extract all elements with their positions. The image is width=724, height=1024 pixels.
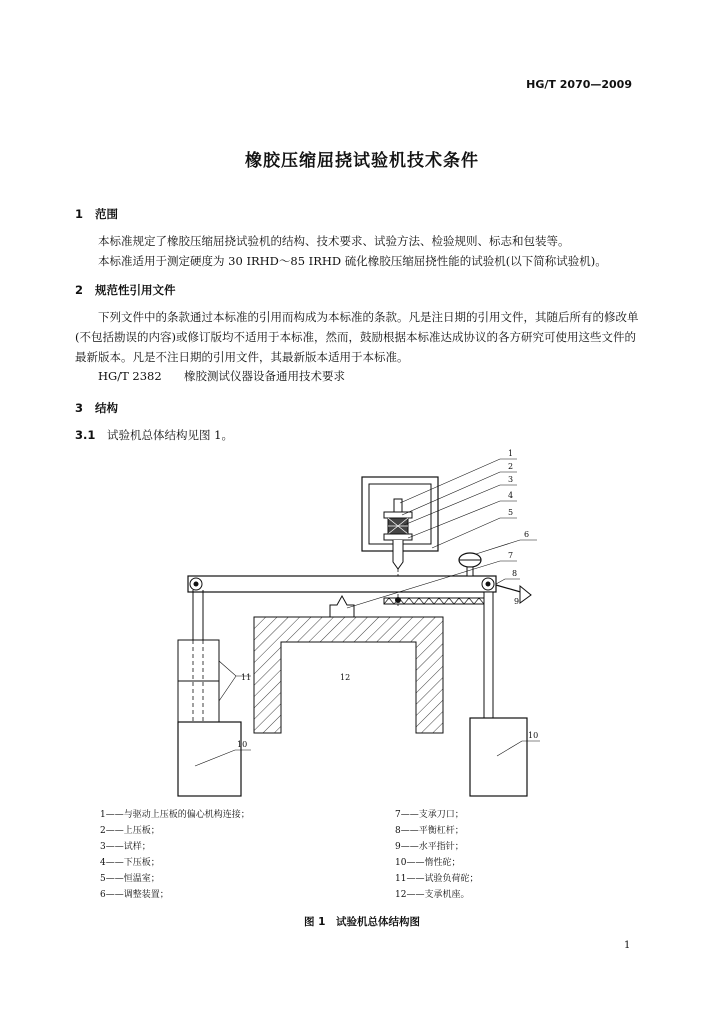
legend-item: 2——上压板； (100, 826, 160, 836)
callout-label: 4 (508, 491, 514, 500)
legend-item: 5——恒温室； (100, 874, 160, 884)
callout-label: 2 (508, 462, 514, 471)
upper-plate (384, 512, 412, 518)
callout-label: 3 (508, 475, 514, 484)
legend-right (395, 807, 478, 903)
legend-item: 8——平衡杠杆； (395, 826, 464, 836)
section-title: 规范性引用文件 (95, 283, 176, 297)
legend-item: 7——支承刀口； (395, 810, 464, 820)
section-1-paragraph-2: 本标准适用于测定硬度为 30 IRHD～85 IRHD 硫化橡胶压缩屈挠性能的试验机(以下简称试验机)。 (98, 254, 607, 268)
callout-label: 5 (508, 508, 514, 517)
lower-plate (384, 534, 412, 540)
callout-label: 7 (508, 551, 514, 560)
figure-caption: 图 1 试验机总体结构图 (304, 916, 420, 928)
section-number: 3 (75, 401, 84, 415)
subsection-number: 3.1 (75, 428, 96, 442)
legend-item: 6——调整装置； (100, 890, 169, 900)
reference-code: HG/T 2382 (98, 369, 162, 383)
section-2-paragraph: 下列文件中的条款通过本标准的引用而构成为本标准的条款。凡是注日期的引用文件，其随后所有的修改单(不包括勘误的内容)或修订版均不适用于本标准，然而，鼓励根据本标准达成协议的各方研究可使用这些文件的最新版本。凡是不注日期的引用文件，其最新版本适用于本标准。 (75, 310, 639, 364)
document-title: 橡胶压缩屈挠试验机技术条件 (245, 151, 479, 171)
legend-item: 3——试样； (100, 842, 151, 852)
section-title: 结构 (95, 401, 118, 415)
callout-label: 1 (508, 449, 514, 458)
test-load-weight (178, 681, 219, 722)
section-title: 范围 (95, 207, 118, 221)
legend-item: 9——水平指针； (395, 842, 464, 852)
balance-lever (188, 576, 496, 592)
callout-label: 12 (340, 673, 351, 682)
callout-label: 10 (528, 731, 539, 740)
legend-left (100, 807, 250, 903)
standard-code: HG/T 2070—2009 (526, 78, 632, 91)
section-number: 2 (75, 283, 84, 297)
callout-label: 10 (237, 740, 248, 749)
knife-edge-support (330, 596, 354, 617)
test-load-weight (178, 640, 219, 681)
page-number: 1 (624, 940, 631, 951)
legend-item: 4——下压板； (100, 858, 160, 868)
callout-label: 8 (512, 569, 518, 578)
legend-item: 12——支承机座。 (395, 890, 470, 900)
callout-label: 6 (524, 530, 530, 539)
callout-label: 9 (514, 597, 520, 606)
inertia-weight (470, 718, 527, 796)
section-1-paragraph-1: 本标准规定了橡胶压缩屈挠试验机的结构、技术要求、试验方法、检验规则、标志和包装等。 (98, 234, 570, 248)
legend-item: 11——试验负荷砣； (395, 874, 479, 884)
section-number: 1 (75, 207, 84, 221)
subsection-text: 试验机总体结构见图 1。 (107, 428, 233, 442)
reference-title: 橡胶测试仪器设备通用技术要求 (184, 369, 345, 383)
callout-label: 11 (241, 673, 252, 682)
legend-item: 1——与驱动上压板的偏心机构连接； (100, 810, 250, 820)
inertia-weight (178, 722, 241, 796)
legend-item: 10——惰性砣； (395, 858, 461, 868)
